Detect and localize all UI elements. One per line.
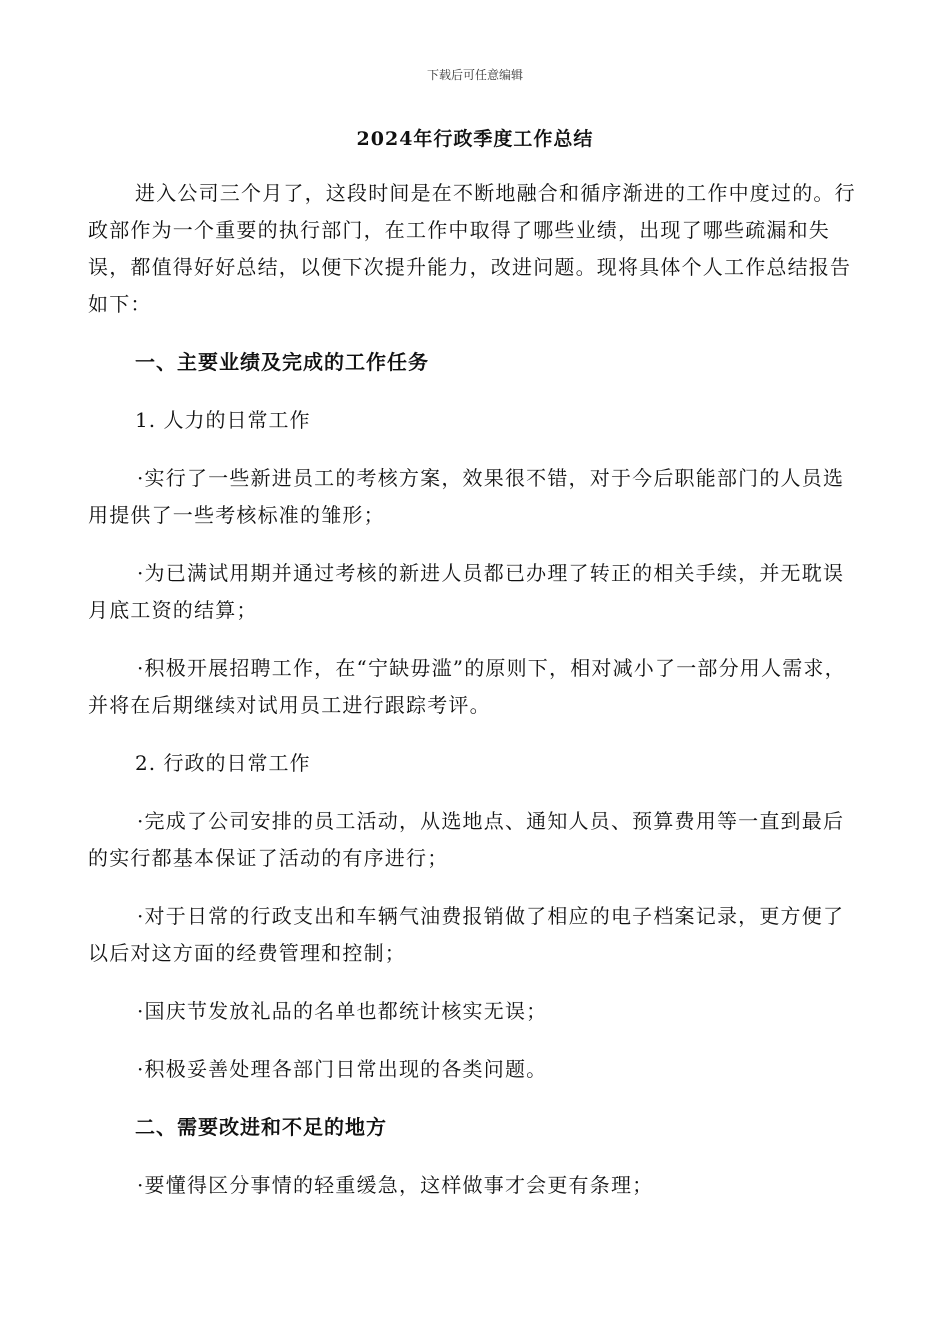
list-item: ·实行了一些新进员工的考核方案，效果很不错，对于今后职能部门的人员选用提供了一些考核标准的雏形； <box>88 466 845 527</box>
document-body <box>88 175 858 1225</box>
list-item: ·为已满试用期并通过考核的新进人员都已办理了转正的相关手续，并无耽误月底工资的结算； <box>88 561 845 622</box>
subsection-heading-admin: 2. 行政的日常工作 <box>135 751 311 775</box>
intro-paragraph: 进入公司三个月了，这段时间是在不断地融合和循序渐进的工作中度过的。行政部作为一个重要的执行部门，在工作中取得了哪些业绩，出现了哪些疏漏和失误，都值得好好总结，以便下次提升能力，改进问题。现将具体个人工作总结报告如下： <box>88 181 856 316</box>
list-item: ·国庆节发放礼品的名单也都统计核实无误； <box>137 999 548 1023</box>
subsection-heading-hr: 1. 人力的日常工作 <box>135 408 311 432</box>
list-item: ·积极开展招聘工作，在“宁缺毋滥”的原则下，相对减小了一部分用人需求，并将在后期继续对试用员工进行跟踪考评。 <box>88 656 846 717</box>
list-item: ·对于日常的行政支出和车辆气油费报销做了相应的电子档案记录，更方便了以后对这方面的经费管理和控制； <box>88 904 845 965</box>
list-item: ·要懂得区分事情的轻重缓急，这样做事才会更有条理； <box>137 1173 654 1197</box>
list-item: ·完成了公司安排的员工活动，从选地点、通知人员、预算费用等一直到最后的实行都基本保证了活动的有序进行； <box>88 809 845 870</box>
document-title: 2024年行政季度工作总结 <box>356 128 594 150</box>
section-heading-achievements: 一、主要业绩及完成的工作任务 <box>135 350 429 374</box>
section-heading-improvements: 二、需要改进和不足的地方 <box>135 1115 387 1139</box>
page-header-note: 下载后可任意编辑 <box>426 68 523 82</box>
list-item: ·积极妥善处理各部门日常出现的各类问题。 <box>137 1057 548 1081</box>
